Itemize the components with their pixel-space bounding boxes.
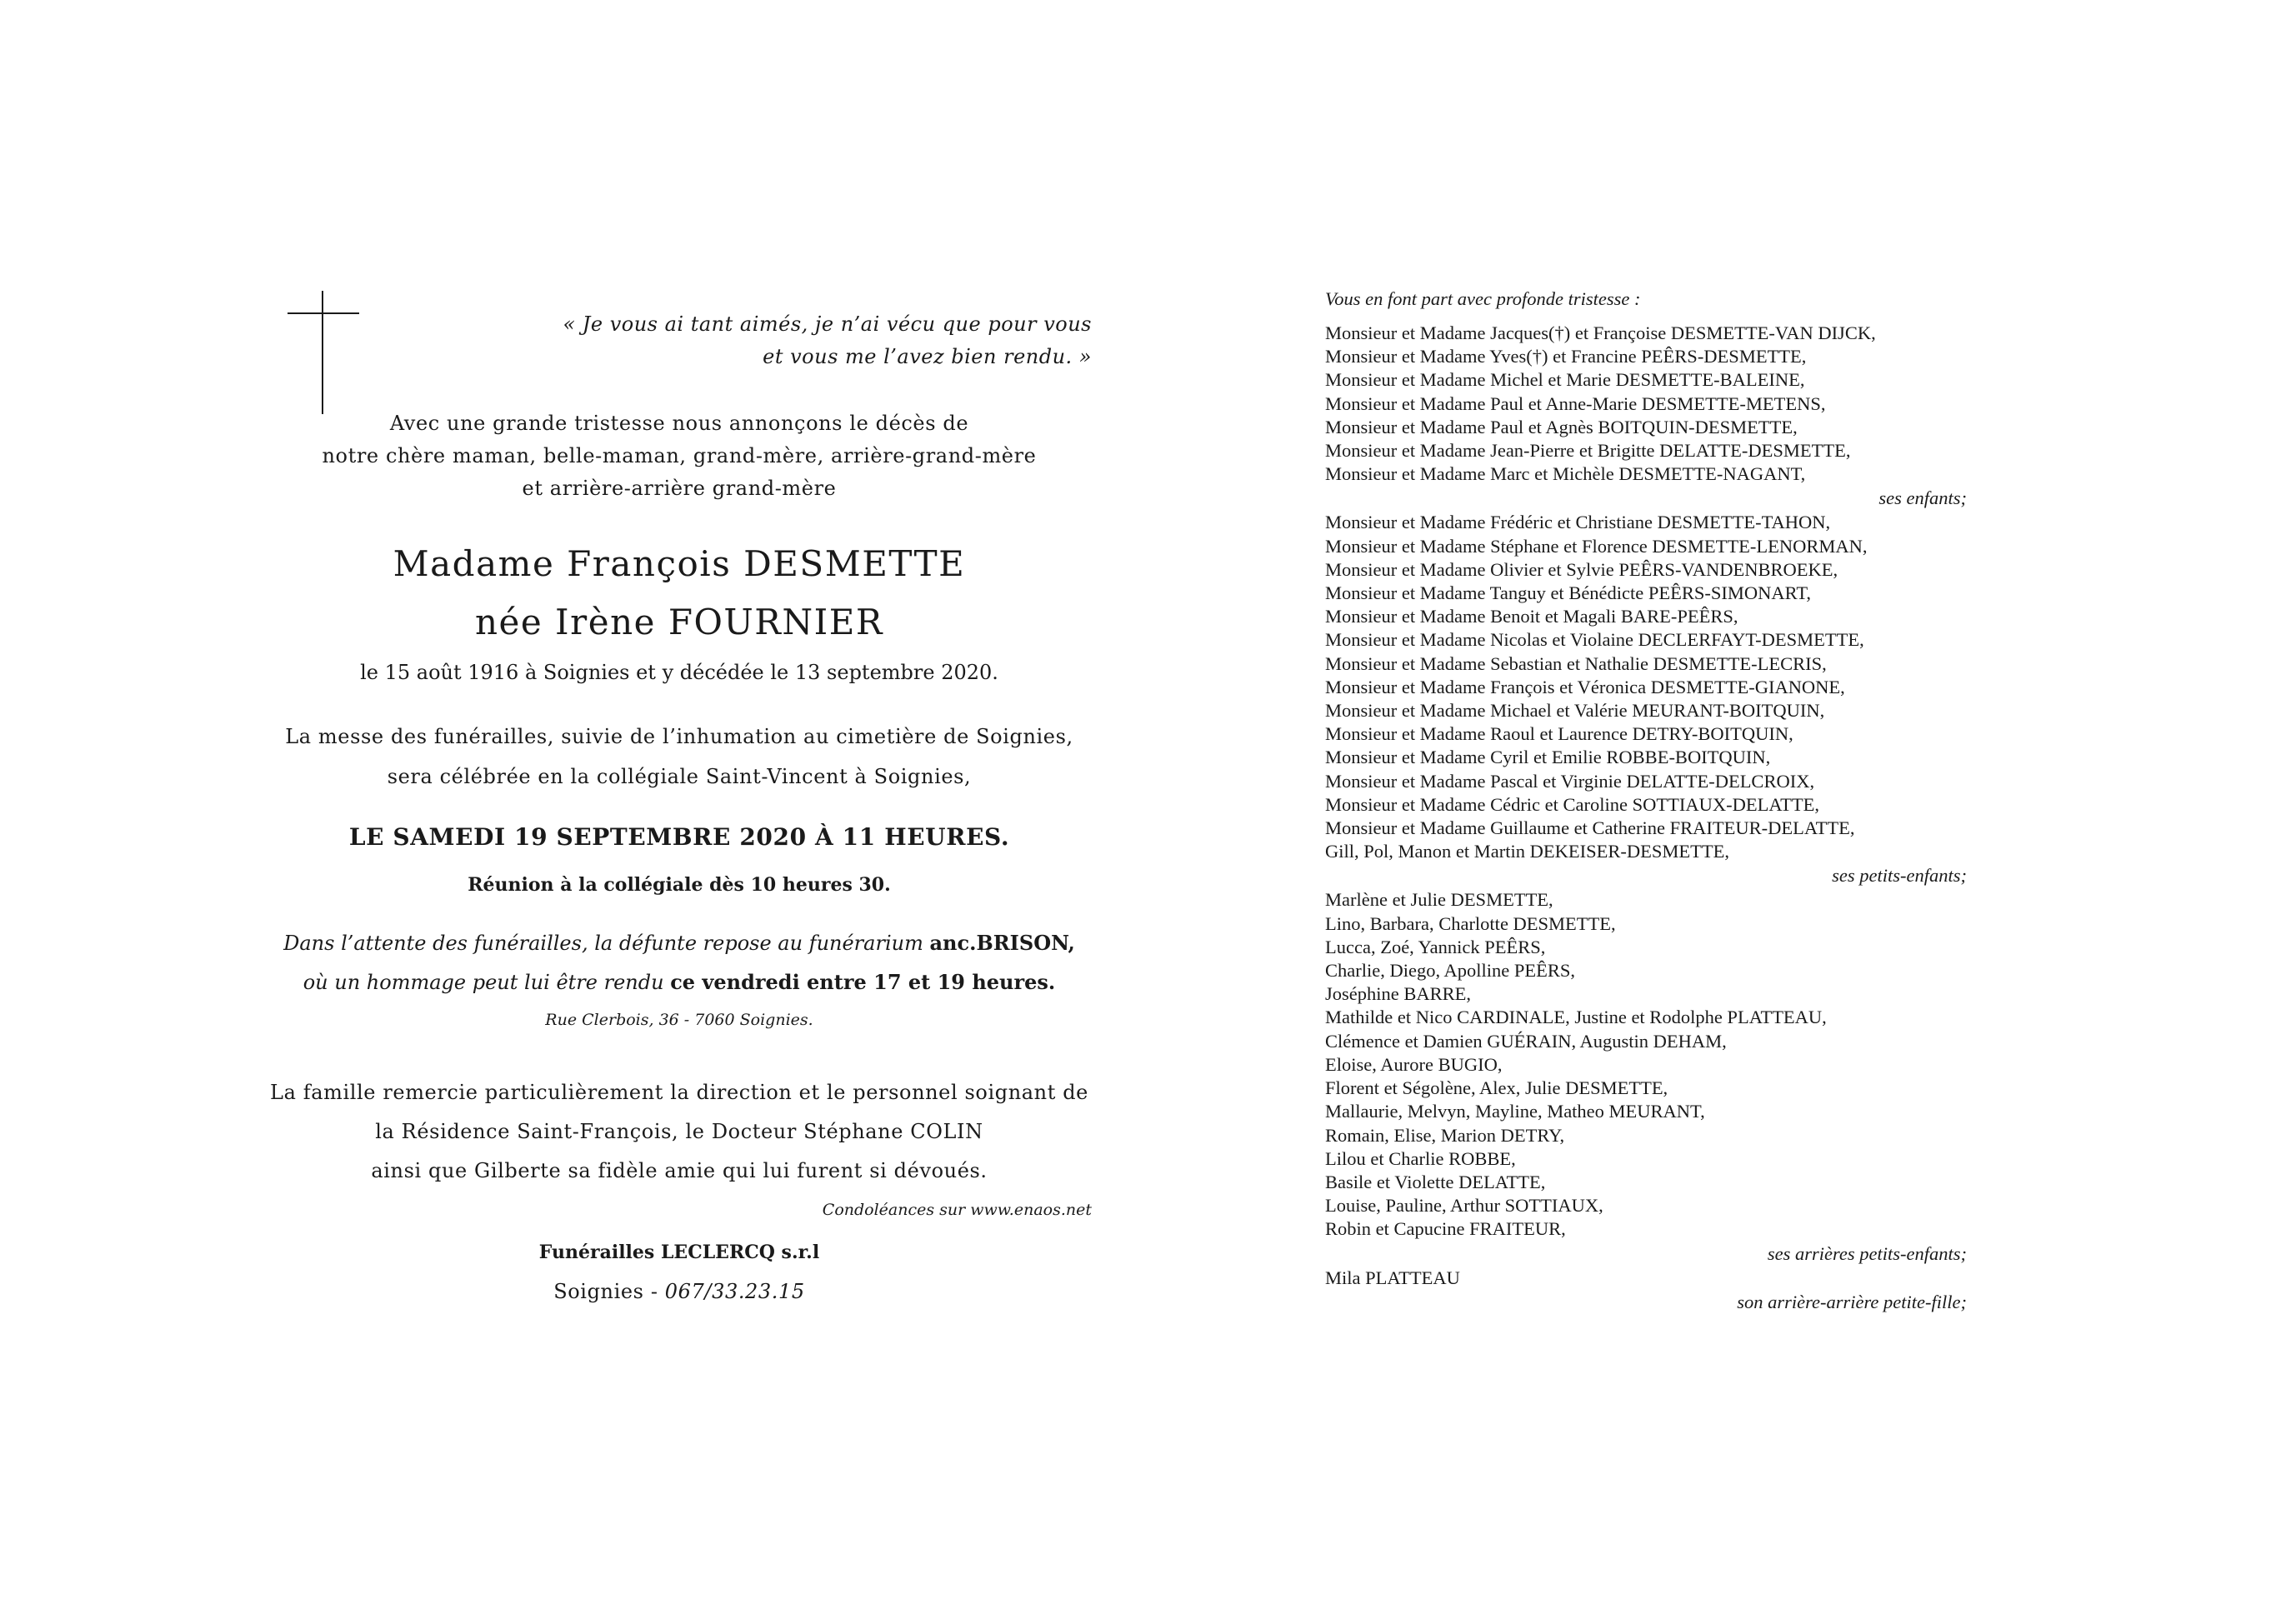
list-item: Romain, Elise, Marion DETRY,: [1325, 1124, 1565, 1146]
grandchildren-label: ses petits-enfants;: [1832, 865, 1967, 887]
list-item: Louise, Pauline, Arthur SOTTIAUX,: [1325, 1195, 1603, 1217]
great-great-grandchildren-label: son arrière-arrière petite-fille;: [1737, 1291, 1967, 1312]
list-item: Clémence et Damien GUÉRAIN, Augustin DEHAM,: [1325, 1030, 1727, 1052]
meeting-time: Réunion à la collégiale dès 10 heures 30.: [468, 874, 891, 896]
grandchildren-list: [1325, 511, 1967, 863]
cross-horizontal-bar: [288, 312, 359, 314]
mass-line-2: sera célébrée en la collégiale Saint-Vincent à Soignies,: [387, 765, 972, 788]
repose-line-1: Dans l’attente des funérailles, la défunte repose au funérarium anc.BRISON,: [283, 931, 1075, 955]
list-item: Basile et Violette DELATTE,: [1325, 1171, 1546, 1192]
address: Rue Clerbois, 36 - 7060 Soignies.: [545, 1011, 813, 1029]
children-label: ses enfants;: [1878, 487, 1967, 509]
cross-icon: [288, 291, 359, 414]
quote-line-1: « Je vous ai tant aimés, je n’ai vécu que pour vous: [563, 312, 1092, 336]
list-item: Monsieur et Madame Tanguy et Bénédicte PEÊRS-SIMONART,: [1325, 582, 1812, 604]
thanks-line-1: La famille remercie particulièrement la direction et le personnel soignant de: [270, 1081, 1088, 1104]
list-item: Mallaurie, Melvyn, Mayline, Matheo MEURANT,: [1325, 1101, 1705, 1122]
list-item: Monsieur et Madame Raoul et Laurence DETRY-BOITQUIN,: [1325, 723, 1793, 745]
quote-line-2: et vous me l’avez bien rendu. »: [763, 345, 1092, 368]
list-item: Monsieur et Madame Olivier et Sylvie PEÊRS-VANDENBROEKE,: [1325, 558, 1838, 580]
list-item: Monsieur et Madame Marc et Michèle DESMETTE-NAGANT,: [1325, 463, 1806, 485]
list-item: Robin et Capucine FRAITEUR,: [1325, 1218, 1566, 1240]
ceremony-date: LE SAMEDI 19 SEPTEMBRE 2020 À 11 HEURES.: [348, 823, 1010, 851]
maiden-name: née Irène FOURNIER: [474, 602, 884, 642]
list-item: Monsieur et Madame Jean-Pierre et Brigitte DELATTE-DESMETTE,: [1325, 440, 1851, 462]
list-item: Monsieur et Madame Paul et Agnès BOITQUIN-DESMETTE,: [1325, 416, 1798, 437]
list-item: Mila PLATTEAU: [1325, 1267, 1460, 1288]
list-item: Monsieur et Madame Yves(†) et Francine PEÊRS-DESMETTE,: [1325, 346, 1807, 367]
list-item: Gill, Pol, Manon et Martin DEKEISER-DESMETTE,: [1325, 841, 1729, 862]
list-item: Marlène et Julie DESMETTE,: [1325, 889, 1553, 911]
announce-line-1: Avec une grande tristesse nous annonçons le décès de: [389, 412, 969, 435]
list-item: Monsieur et Madame Frédéric et Christiane DESMETTE-TAHON,: [1325, 512, 1831, 533]
list-item: Monsieur et Madame Cyril et Emilie ROBBE-BOITQUIN,: [1325, 747, 1771, 768]
cross-vertical-bar: [322, 291, 323, 414]
great-great-grandchildren-list: [1325, 1267, 1967, 1290]
list-item: Monsieur et Madame Guillaume et Catherine FRAITEUR-DELATTE,: [1325, 817, 1855, 839]
list-item: Lucca, Zoé, Yannick PEÊRS,: [1325, 936, 1546, 957]
funeral-home-contact: Soignies - 067/33.23.15: [553, 1280, 805, 1303]
family-column: [1325, 287, 1967, 1315]
phone-number: 067/33.23.15: [664, 1280, 805, 1303]
list-item: Lilou et Charlie ROBBE,: [1325, 1147, 1516, 1169]
life-dates: le 15 août 1916 à Soignies et y décédée le 13 septembre 2020.: [360, 661, 998, 684]
condolences-link[interactable]: Condoléances sur www.enaos.net: [822, 1201, 1092, 1219]
deceased-name: Madame François DESMETTE: [393, 543, 966, 584]
list-item: Monsieur et Madame Michel et Marie DESMETTE-BALEINE,: [1325, 369, 1805, 391]
list-item: Monsieur et Madame Jacques(†) et Françoise DESMETTE-VAN DIJCK,: [1325, 322, 1876, 343]
thanks-line-3: ainsi que Gilberte sa fidèle amie qui lui furent si dévoués.: [371, 1159, 988, 1182]
list-item: Monsieur et Madame Pascal et Virginie DELATTE-DELCROIX,: [1325, 770, 1815, 792]
list-item: Charlie, Diego, Apolline PEÊRS,: [1325, 960, 1575, 982]
list-item: Monsieur et Madame Stéphane et Florence DESMETTE-LENORMAN,: [1325, 535, 1868, 557]
list-item: Monsieur et Madame Benoit et Magali BARE-PEÊRS,: [1325, 606, 1738, 627]
list-item: Mathilde et Nico CARDINALE, Justine et Rodolphe PLATTEAU,: [1325, 1007, 1827, 1028]
list-item: Monsieur et Madame Nicolas et Violaine DECLERFAYT-DESMETTE,: [1325, 629, 1864, 651]
list-item: Monsieur et Madame François et Véronica DESMETTE-GIANONE,: [1325, 676, 1845, 697]
great-grandchildren-list: [1325, 888, 1967, 1241]
repose-line-2: où un hommage peut lui être rendu ce vendredi entre 17 et 19 heures.: [303, 970, 1056, 994]
children-list: [1325, 322, 1967, 486]
list-item: Monsieur et Madame Sebastian et Nathalie DESMETTE-LECRIS,: [1325, 652, 1827, 674]
list-item: Monsieur et Madame Michael et Valérie MEURANT-BOITQUIN,: [1325, 700, 1825, 722]
great-grandchildren-label: ses arrières petits-enfants;: [1767, 1242, 1967, 1264]
announce-line-2: notre chère maman, belle-maman, grand-mère, arrière-grand-mère: [322, 444, 1037, 467]
funeral-home-name: Funérailles LECLERCQ s.r.l: [538, 1242, 820, 1263]
list-item: Eloise, Aurore BUGIO,: [1325, 1053, 1503, 1075]
list-item: Monsieur et Madame Paul et Anne-Marie DESMETTE-METENS,: [1325, 392, 1826, 414]
family-intro: Vous en font part avec profonde tristesse :: [1325, 288, 1641, 309]
list-item: Lino, Barbara, Charlotte DESMETTE,: [1325, 912, 1616, 934]
list-item: Monsieur et Madame Cédric et Caroline SOTTIAUX-DELATTE,: [1325, 793, 1819, 815]
list-item: Joséphine BARRE,: [1325, 983, 1472, 1005]
funeral-parlor-name: anc.BRISON,: [929, 931, 1075, 955]
announce-line-3: et arrière-arrière grand-mère: [522, 477, 837, 500]
visiting-hours: ce vendredi entre 17 et 19 heures.: [670, 970, 1056, 994]
mass-line-1: La messe des funérailles, suivie de l’inhumation au cimetière de Soignies,: [285, 725, 1073, 748]
list-item: Florent et Ségolène, Alex, Julie DESMETTE,: [1325, 1077, 1668, 1099]
thanks-line-2: la Résidence Saint-François, le Docteur Stéphane COLIN: [375, 1120, 983, 1143]
